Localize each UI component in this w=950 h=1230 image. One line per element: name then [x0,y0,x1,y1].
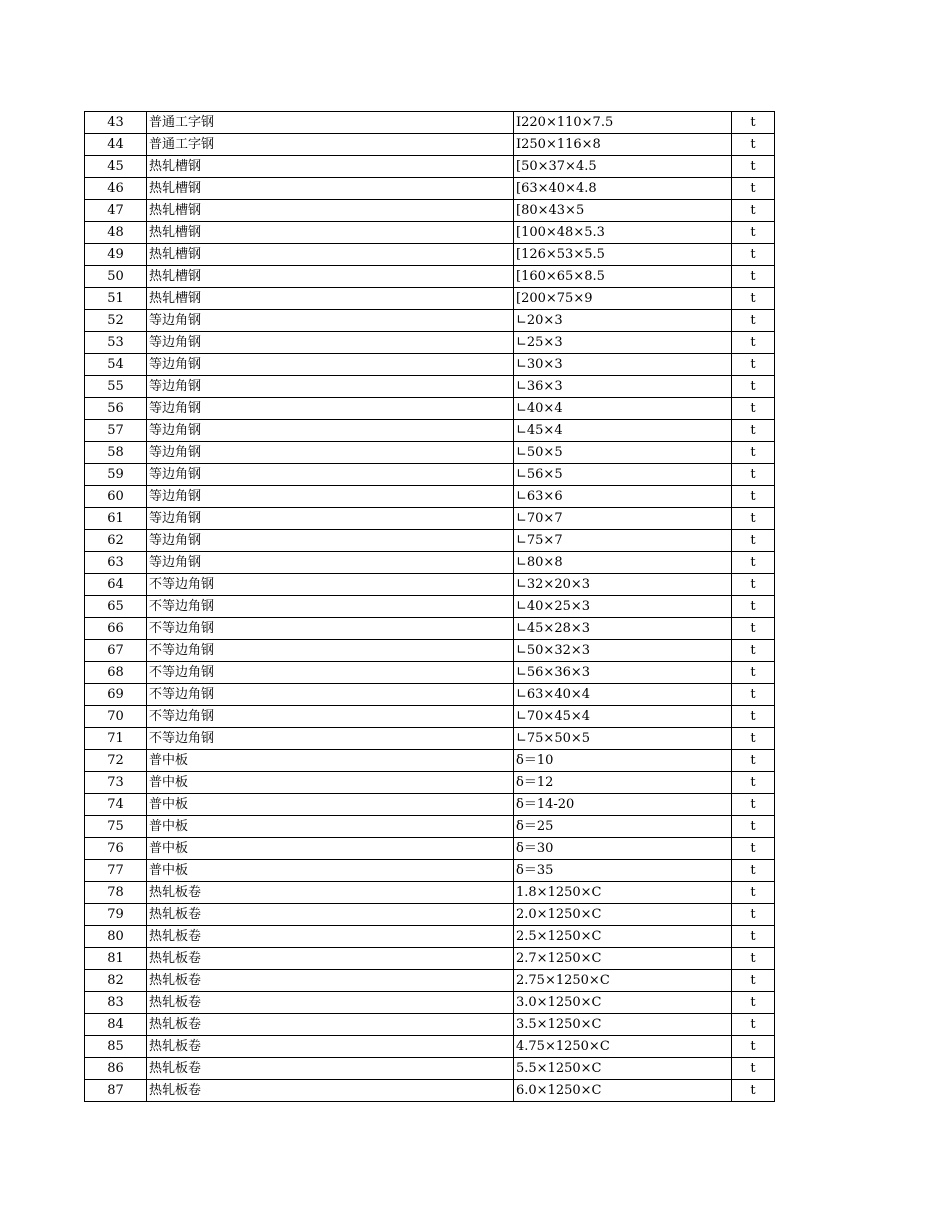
unit-cell: t [732,530,775,552]
table-row [85,596,775,618]
row-number-cell: 56 [85,398,147,420]
row-number-cell: 85 [85,1036,147,1058]
specification-cell: 1.8×1250×C [514,882,732,904]
row-number-cell: 60 [85,486,147,508]
specification-cell: 5.5×1250×C [514,1058,732,1080]
unit-cell: t [732,794,775,816]
material-name-cell: 普中板 [147,750,514,772]
row-number-cell: 77 [85,860,147,882]
row-number-cell: 72 [85,750,147,772]
unit-cell: t [732,354,775,376]
table-row [85,398,775,420]
specification-cell: δ＝14-20 [514,794,732,816]
specification-cell: ∟30×3 [514,354,732,376]
material-name-cell: 热轧板卷 [147,948,514,970]
specification-cell: I250×116×8 [514,134,732,156]
row-number-cell: 58 [85,442,147,464]
unit-cell: t [732,508,775,530]
material-name-cell: 热轧板卷 [147,1058,514,1080]
unit-cell: t [732,398,775,420]
specification-cell: [200×75×9 [514,288,732,310]
row-number-cell: 63 [85,552,147,574]
material-name-cell: 热轧板卷 [147,926,514,948]
unit-cell: t [732,728,775,750]
row-number-cell: 44 [85,134,147,156]
unit-cell: t [732,420,775,442]
material-name-cell: 热轧板卷 [147,992,514,1014]
row-number-cell: 54 [85,354,147,376]
table-row [85,992,775,1014]
unit-cell: t [732,486,775,508]
specification-cell: 2.0×1250×C [514,904,732,926]
material-name-cell: 热轧板卷 [147,882,514,904]
unit-cell: t [732,156,775,178]
unit-cell: t [732,310,775,332]
row-number-cell: 57 [85,420,147,442]
table-row [85,266,775,288]
row-number-cell: 55 [85,376,147,398]
table-row [85,706,775,728]
specification-cell: ∟32×20×3 [514,574,732,596]
material-name-cell: 普中板 [147,816,514,838]
unit-cell: t [732,926,775,948]
row-number-cell: 75 [85,816,147,838]
table-row [85,1058,775,1080]
row-number-cell: 84 [85,1014,147,1036]
specification-cell: 4.75×1250×C [514,1036,732,1058]
specification-cell: I220×110×7.5 [514,112,732,134]
material-name-cell: 热轧板卷 [147,1036,514,1058]
row-number-cell: 46 [85,178,147,200]
specification-cell: ∟50×32×3 [514,640,732,662]
specification-cell: ∟80×8 [514,552,732,574]
specification-cell: ∟40×4 [514,398,732,420]
row-number-cell: 64 [85,574,147,596]
material-name-cell: 不等边角钢 [147,706,514,728]
table-row [85,574,775,596]
table-row [85,794,775,816]
material-name-cell: 等边角钢 [147,464,514,486]
row-number-cell: 69 [85,684,147,706]
material-name-cell: 热轧槽钢 [147,288,514,310]
row-number-cell: 86 [85,1058,147,1080]
material-name-cell: 不等边角钢 [147,596,514,618]
table-row [85,222,775,244]
unit-cell: t [732,772,775,794]
table-row [85,772,775,794]
unit-cell: t [732,948,775,970]
row-number-cell: 78 [85,882,147,904]
material-name-cell: 不等边角钢 [147,618,514,640]
table-row [85,420,775,442]
unit-cell: t [732,266,775,288]
specification-cell: 2.7×1250×C [514,948,732,970]
table-row [85,882,775,904]
specification-cell: ∟56×5 [514,464,732,486]
row-number-cell: 52 [85,310,147,332]
specification-cell: ∟63×6 [514,486,732,508]
table-row [85,618,775,640]
specification-cell: ∟36×3 [514,376,732,398]
specification-cell: δ＝25 [514,816,732,838]
row-number-cell: 83 [85,992,147,1014]
unit-cell: t [732,662,775,684]
unit-cell: t [732,838,775,860]
specification-cell: ∟75×50×5 [514,728,732,750]
table-row [85,640,775,662]
row-number-cell: 67 [85,640,147,662]
table-row [85,728,775,750]
table-row [85,684,775,706]
row-number-cell: 73 [85,772,147,794]
unit-cell: t [732,134,775,156]
material-name-cell: 等边角钢 [147,398,514,420]
table-row [85,530,775,552]
specification-cell: δ＝35 [514,860,732,882]
row-number-cell: 82 [85,970,147,992]
material-name-cell: 不等边角钢 [147,662,514,684]
table-row [85,464,775,486]
unit-cell: t [732,1058,775,1080]
table-row [85,200,775,222]
table-row [85,112,775,134]
unit-cell: t [732,816,775,838]
material-name-cell: 热轧槽钢 [147,266,514,288]
unit-cell: t [732,178,775,200]
material-name-cell: 热轧槽钢 [147,156,514,178]
material-name-cell: 等边角钢 [147,332,514,354]
table-row [85,970,775,992]
unit-cell: t [732,112,775,134]
material-name-cell: 不等边角钢 [147,684,514,706]
specification-cell: [80×43×5 [514,200,732,222]
material-name-cell: 热轧板卷 [147,1080,514,1102]
row-number-cell: 80 [85,926,147,948]
unit-cell: t [732,288,775,310]
unit-cell: t [732,684,775,706]
row-number-cell: 71 [85,728,147,750]
specification-cell: 3.5×1250×C [514,1014,732,1036]
material-name-cell: 热轧板卷 [147,970,514,992]
material-name-cell: 等边角钢 [147,486,514,508]
unit-cell: t [732,222,775,244]
row-number-cell: 47 [85,200,147,222]
material-name-cell: 不等边角钢 [147,728,514,750]
table-row [85,486,775,508]
specification-cell: ∟40×25×3 [514,596,732,618]
table-row [85,156,775,178]
table-row [85,948,775,970]
material-name-cell: 热轧槽钢 [147,178,514,200]
row-number-cell: 61 [85,508,147,530]
material-name-cell: 等边角钢 [147,552,514,574]
unit-cell: t [732,376,775,398]
material-name-cell: 普通工字钢 [147,134,514,156]
table-row [85,1080,775,1102]
material-name-cell: 不等边角钢 [147,640,514,662]
material-name-cell: 等边角钢 [147,420,514,442]
unit-cell: t [732,706,775,728]
material-name-cell: 普中板 [147,860,514,882]
unit-cell: t [732,464,775,486]
row-number-cell: 59 [85,464,147,486]
material-name-cell: 普通工字钢 [147,112,514,134]
unit-cell: t [732,200,775,222]
material-name-cell: 热轧槽钢 [147,244,514,266]
row-number-cell: 66 [85,618,147,640]
table-row [85,838,775,860]
unit-cell: t [732,574,775,596]
unit-cell: t [732,244,775,266]
table-row [85,904,775,926]
table-row [85,508,775,530]
unit-cell: t [732,882,775,904]
unit-cell: t [732,1036,775,1058]
table-row [85,288,775,310]
table-row [85,750,775,772]
material-name-cell: 等边角钢 [147,310,514,332]
unit-cell: t [732,618,775,640]
material-table-body [85,112,775,1102]
row-number-cell: 87 [85,1080,147,1102]
table-row [85,442,775,464]
specification-cell: 6.0×1250×C [514,1080,732,1102]
table-row [85,178,775,200]
table-row [85,332,775,354]
unit-cell: t [732,552,775,574]
table-row [85,134,775,156]
table-row [85,1014,775,1036]
specification-cell: [63×40×4.8 [514,178,732,200]
table-row [85,816,775,838]
row-number-cell: 81 [85,948,147,970]
specification-cell: 3.0×1250×C [514,992,732,1014]
specification-cell: δ＝12 [514,772,732,794]
specification-cell: 2.75×1250×C [514,970,732,992]
specification-cell: 2.5×1250×C [514,926,732,948]
table-row [85,244,775,266]
unit-cell: t [732,442,775,464]
row-number-cell: 48 [85,222,147,244]
unit-cell: t [732,1014,775,1036]
table-row [85,376,775,398]
specification-cell: ∟45×28×3 [514,618,732,640]
row-number-cell: 50 [85,266,147,288]
unit-cell: t [732,992,775,1014]
row-number-cell: 43 [85,112,147,134]
unit-cell: t [732,970,775,992]
material-table [84,111,775,1102]
row-number-cell: 62 [85,530,147,552]
material-name-cell: 热轧板卷 [147,904,514,926]
specification-cell: ∟70×7 [514,508,732,530]
row-number-cell: 49 [85,244,147,266]
row-number-cell: 70 [85,706,147,728]
material-name-cell: 等边角钢 [147,376,514,398]
specification-cell: ∟56×36×3 [514,662,732,684]
specification-cell: ∟25×3 [514,332,732,354]
material-name-cell: 普中板 [147,772,514,794]
specification-cell: [50×37×4.5 [514,156,732,178]
material-name-cell: 等边角钢 [147,508,514,530]
table-row [85,860,775,882]
specification-cell: ∟20×3 [514,310,732,332]
table-row [85,310,775,332]
specification-cell: ∟75×7 [514,530,732,552]
material-name-cell: 等边角钢 [147,530,514,552]
unit-cell: t [732,640,775,662]
material-name-cell: 等边角钢 [147,442,514,464]
table-row [85,662,775,684]
specification-cell: [126×53×5.5 [514,244,732,266]
specification-cell: δ＝30 [514,838,732,860]
specification-cell: ∟63×40×4 [514,684,732,706]
row-number-cell: 51 [85,288,147,310]
unit-cell: t [732,596,775,618]
unit-cell: t [732,1080,775,1102]
row-number-cell: 79 [85,904,147,926]
specification-cell: ∟70×45×4 [514,706,732,728]
specification-cell: ∟45×4 [514,420,732,442]
table-row [85,552,775,574]
specification-cell: δ＝10 [514,750,732,772]
row-number-cell: 65 [85,596,147,618]
material-name-cell: 等边角钢 [147,354,514,376]
specification-cell: [160×65×8.5 [514,266,732,288]
table-row [85,354,775,376]
specification-cell: ∟50×5 [514,442,732,464]
row-number-cell: 45 [85,156,147,178]
row-number-cell: 76 [85,838,147,860]
unit-cell: t [732,750,775,772]
row-number-cell: 68 [85,662,147,684]
material-name-cell: 热轧槽钢 [147,200,514,222]
unit-cell: t [732,332,775,354]
specification-cell: [100×48×5.3 [514,222,732,244]
table-row [85,1036,775,1058]
material-name-cell: 热轧槽钢 [147,222,514,244]
row-number-cell: 74 [85,794,147,816]
material-name-cell: 普中板 [147,838,514,860]
material-name-cell: 热轧板卷 [147,1014,514,1036]
material-name-cell: 不等边角钢 [147,574,514,596]
unit-cell: t [732,904,775,926]
row-number-cell: 53 [85,332,147,354]
unit-cell: t [732,860,775,882]
table-row [85,926,775,948]
material-name-cell: 普中板 [147,794,514,816]
